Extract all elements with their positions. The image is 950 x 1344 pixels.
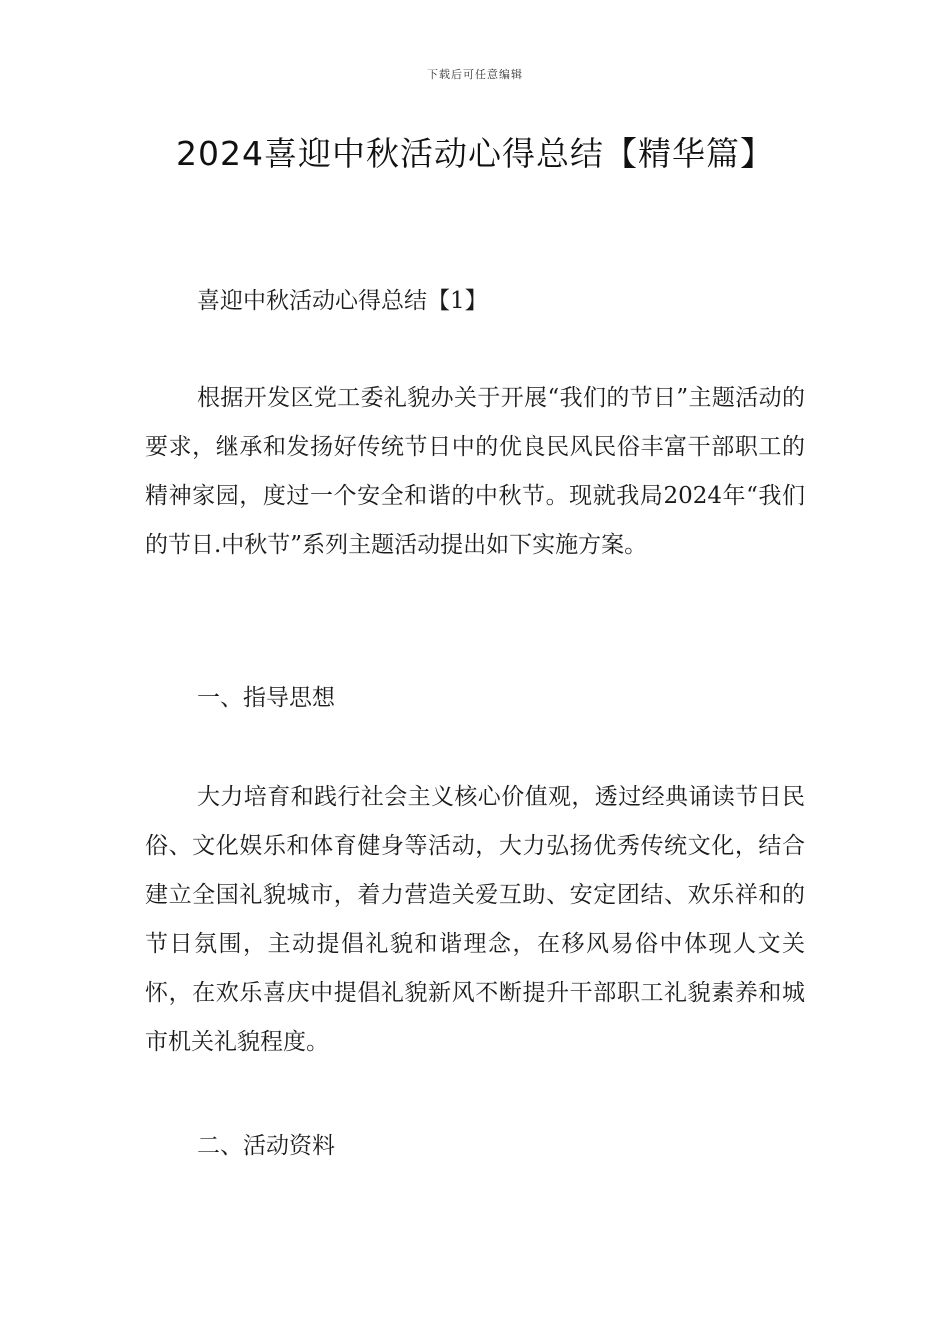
paragraph-guiding-thought: 大力培育和践行社会主义核心价值观，透过经典诵读节日民俗、文化娱乐和体育健身等活动，大力弘扬优秀传统文化，结合建立全国礼貌城市，着力营造关爱互助、安定团结、欢乐祥和的节日氛围，主动提倡礼貌和谐理念，在移风易俗中体现人文关怀，在欢乐喜庆中提倡礼貌新风不断提升干部职工礼貌素养和城市机关礼貌程度。: [145, 784, 805, 1055]
section-heading-guiding-thought: 一、指导思想: [197, 685, 335, 711]
section-heading-activity-content: 二、活动资料: [197, 1133, 335, 1159]
section-heading-1: 喜迎中秋活动心得总结【1】: [197, 288, 488, 314]
header-note: 下载后可任意编辑: [427, 68, 523, 81]
paragraph-intro: 根据开发区党工委礼貌办关于开展“我们的节日”主题活动的要求，继承和发扬好传统节日中的优良民风民俗丰富干部职工的精神家园，度过一个安全和谐的中秋节。现就我局2024年“我们的节日.中秋节”系列主题活动提出如下实施方案。: [145, 385, 805, 558]
document-title: 2024喜迎中秋活动心得总结【精华篇】: [176, 134, 774, 173]
